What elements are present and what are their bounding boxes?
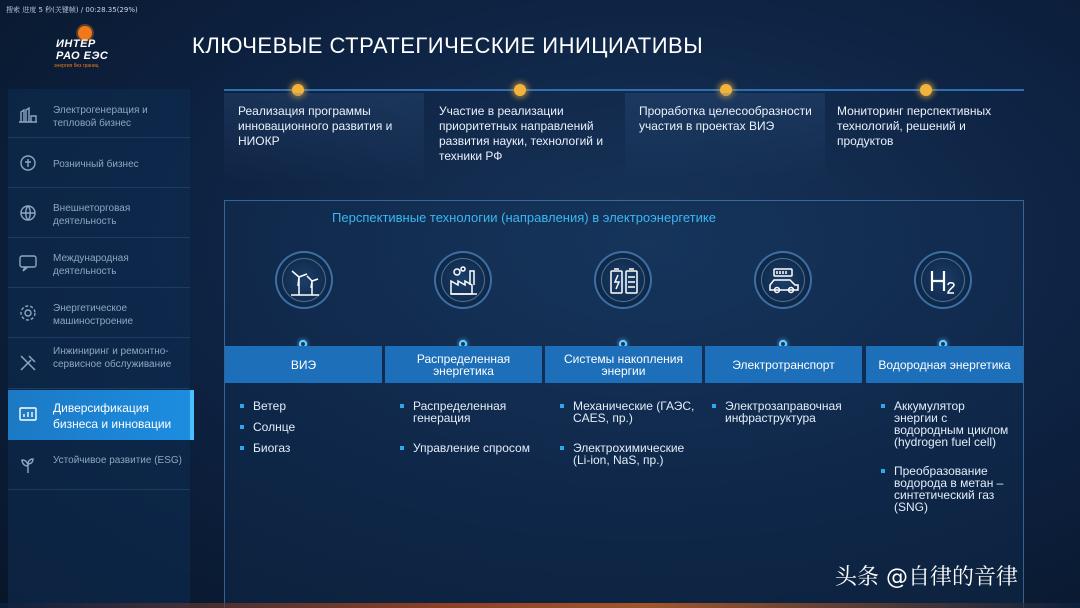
sidebar-item-international[interactable] [8,239,190,288]
initiative-text: Проработка целесообразности участия в проектах ВИЭ [639,104,812,133]
sidebar-item-machinery[interactable] [8,289,190,338]
initiative-card [823,93,1023,183]
list-item: Электрозаправочная инфраструктура [711,400,861,424]
tech-icon-circle [434,251,492,309]
sidebar-item-engineering[interactable] [8,339,190,389]
chart-icon [17,403,39,425]
list-item: Аккумулятор энергии с водородным циклом (hydrogen fuel cell) [880,400,1010,448]
list-item: Распределенная генерация [399,400,539,424]
list-item: Управление спросом [399,442,539,454]
hydrogen-icon [926,263,962,299]
factory-icon [446,263,482,299]
tech-list-vie [239,400,389,463]
bottom-glow [0,603,1080,608]
sidebar-item-diversification[interactable] [8,390,190,440]
list-item: Электрохимические (Li-ion, NaS, пр.) [559,442,704,466]
sidebar-item-label: Диверсификация бизнеса и инновации [53,401,172,431]
list-item: Солнце [239,421,389,433]
tech-icon-circle [914,251,972,309]
retail-icon [17,152,39,174]
page-title: КЛЮЧЕВЫЕ СТРАТЕГИЧЕСКИЕ ИНИЦИАТИВЫ [192,33,704,58]
tech-icon-circle [594,251,652,309]
technologies-panel-title: Перспективные технологии (направления) в электроэнергетике [332,210,716,225]
list-item: Ветер [239,400,389,412]
sidebar-item-generation[interactable] [8,89,190,138]
sidebar-item-label: Международная деятельность [53,253,129,277]
tools-icon [17,352,39,374]
battery-icon [606,263,642,299]
tech-icon-circle [275,251,333,309]
logo-line2: РАО ЕЭС [56,50,109,62]
company-logo [52,28,114,69]
tech-column-header: Водородная энергетика [866,346,1023,383]
logo-line1: ИНТЕР [56,38,96,50]
tech-list-hydrogen [880,400,1010,522]
sidebar [8,89,190,608]
tech-column-header: ВИЭ [225,346,382,383]
list-item: Механические (ГАЭС, CAES, пр.) [559,400,704,424]
power-plant-icon [17,102,39,124]
sidebar-item-label: Розничный бизнес [53,159,139,170]
wind-turbine-icon [287,263,323,299]
video-progress-text: 搜索 进度 5 秒(关键帧) / 00:28.35(29%) [6,6,138,14]
watermark: 头条 @自律的音律 [835,565,1018,590]
list-item: Биогаз [239,442,389,454]
sidebar-item-label: Энергетическое машиностроение [53,303,134,327]
tech-list-distributed [399,400,539,463]
leaf-icon [17,454,39,476]
tech-list-transport [711,400,861,433]
sidebar-item-label: Устойчивое развитие (ESG) [53,455,182,466]
sidebar-item-label: Инжиниринг и ремонтно-сервисное обслуживание [53,346,172,370]
initiative-card [625,93,825,183]
initiative-card [224,93,424,183]
tech-column-header: Распределенная энергетика [385,346,542,383]
initiative-card [425,93,625,183]
sidebar-item-label: Электрогенерация и тепловой бизнес [53,105,148,129]
gear-icon [17,302,39,324]
electric-car-icon [766,263,802,299]
tech-column-header: Системы накопления энергии [545,346,702,383]
sidebar-item-label: Внешнеторговая деятельность [53,203,131,227]
initiative-text: Участие в реализации приоритетных направлений развития науки, технологий и техники РФ [439,104,604,163]
tech-column-header: Электротранспорт [705,346,862,383]
list-item: Преобразование водорода в метан – синтетический газ (SNG) [880,465,1010,513]
sidebar-item-retail[interactable] [8,139,190,188]
initiatives-timeline [224,89,1024,91]
logo-tagline: энергия без границ [54,63,99,69]
initiative-text: Мониторинг перспективных технологий, решений и продуктов [837,104,992,148]
sidebar-item-esg[interactable] [8,441,190,490]
initiative-text: Реализация программы инновационного развития и НИОКР [238,104,393,148]
tech-list-storage [559,400,704,475]
tech-icon-circle [754,251,812,309]
chat-icon [17,252,39,274]
